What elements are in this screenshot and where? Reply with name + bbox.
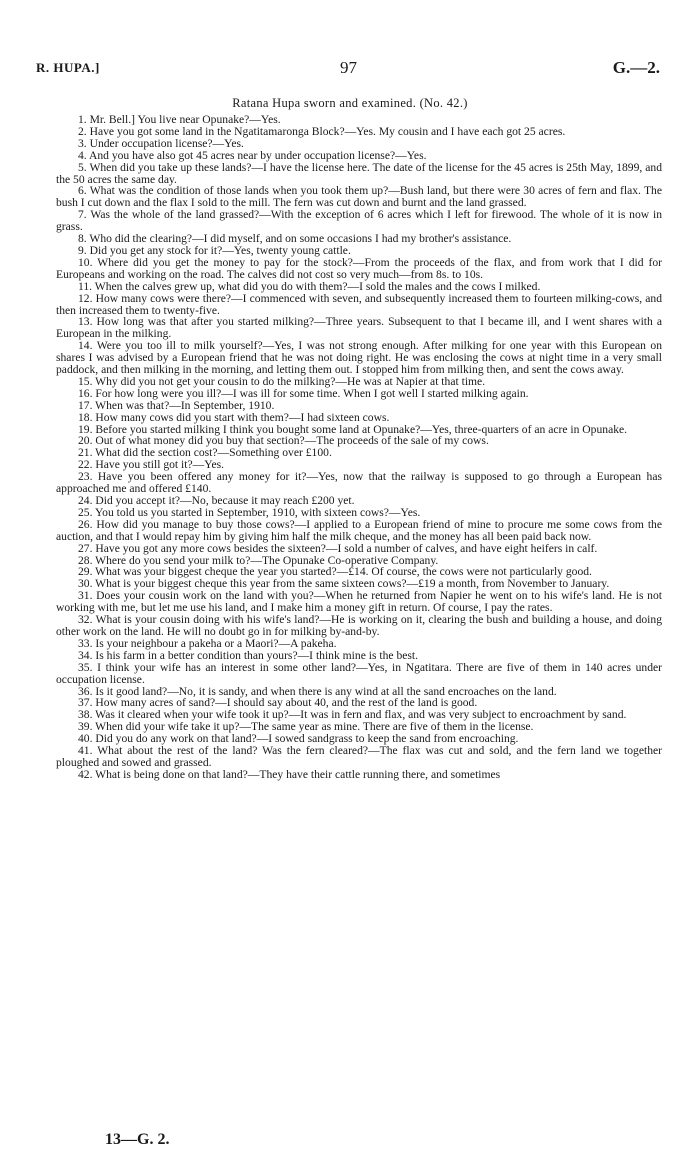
testimony-paragraph: 22. Have you still got it?—Yes. [78, 458, 224, 472]
document-code: G.—2. [612, 58, 660, 77]
testimony-paragraph: 42. What is being done on that land?—They have their cattle running there, and sometimes [78, 767, 501, 781]
testimony-paragraph: 26. How did you manage to buy those cows?—I applied to a European friend of mine to procure me some cows from the auction, and that I would repay him by giving him half the milk cheque, and the money has all been paid back now. [56, 517, 662, 543]
testimony-paragraph: 13. How long was that after you started milking?—Three years. Subsequent to that I became ill, and I went shares with a European in the milking. [56, 315, 662, 341]
testimony-paragraph: 24. Did you accept it?—No, because it may reach £200 yet. [78, 494, 355, 507]
testimony-paragraph: 14. Were you too ill to milk yourself?—Yes, I was not strong enough. After milking for one year with this European on shares I was advised by a European friend that he was not doing right. He was enclosing the cows at night time in a very small paddock, and then milking in the morning, and letting them out. I stopped him from milking then, and sent the cows away. [56, 339, 662, 377]
testimony-body [56, 114, 662, 781]
signature-mark: 13—G. 2. [105, 1131, 170, 1148]
testimony-paragraph: 32. What is your cousin doing with his wife's land?—He is working on it, clearing the bush and building a house, and doing other work on the land. He will no doubt go in for milking by-and-by. [56, 613, 662, 638]
testimony-paragraph: 31. Does your cousin work on the land with you?—When he returned from Napier he went on to his wife's land. He is not working with me, but let me use his land, and I make him a money gift in return. Of course, I pay the rates. [56, 589, 662, 615]
testimony-paragraph: 40. Did you do any work on that land?—I sowed sandgrass to keep the sand from encroaching. [78, 732, 519, 746]
testimony-paragraph: 29. What was your biggest cheque the year you started?—£14. Of course, the cows were not particularly good. [78, 565, 592, 579]
testimony-paragraph: 4. And you have also got 45 acres near by under occupation license?—Yes. [78, 148, 427, 162]
testimony-paragraph: 3. Under occupation license?—Yes. [78, 136, 244, 150]
testimony-paragraph: 18. How many cows did you start with them?—I had sixteen cows. [78, 410, 390, 424]
testimony-paragraph: 36. Is it good land?—No, it is sandy, and when there is any wind at all the sand encroaches on the land. [78, 684, 557, 698]
testimony-paragraph: 41. What about the rest of the land? Was the fern cleared?—The flax was cut and sold, and the fern land we together ploughed and sowed and grassed. [56, 744, 662, 769]
testimony-paragraph: 23. Have you been offered any money for it?—Yes, now that the railway is supposed to go through a European has approached me and offered £140. [56, 470, 662, 496]
testimony-paragraph: 30. What is your biggest cheque this year from the same sixteen cows?—£19 a month, from November to January. [78, 577, 610, 591]
testimony-paragraph: 16. For how long were you ill?—I was ill for some time. When I got well I started milking again. [78, 386, 529, 400]
testimony-paragraph: 20. Out of what money did you buy that section?—The proceeds of the sale of my cows. [78, 434, 489, 448]
testimony-paragraph: 9. Did you get any stock for it?—Yes, twenty young cattle. [78, 243, 351, 257]
testimony-paragraph: 28. Where do you send your milk to?—The Opunake Co-operative Company. [78, 553, 439, 567]
testimony-paragraph: 33. Is your neighbour a pakeha or a Maori?—A pakeha. [78, 636, 337, 650]
testimony-paragraph: 35. I think your wife has an interest in some other land?—Yes, in Ngatitara. There are five of them in 140 acres under occupation license. [56, 660, 662, 686]
testimony-paragraph: 21. What did the section cost?—Something over £100. [78, 446, 332, 460]
testimony-paragraph: 27. Have you got any more cows besides the sixteen?—I sold a number of calves, and have eight heifers in calf. [78, 541, 598, 555]
testimony-paragraph: 10. Where did you get the money to pay for the stock?—From the proceeds of the flax, and from work that I did for Europeans and working on the road. The calves did not cost so very much—from 8s. to 10s. [56, 255, 662, 281]
testimony-paragraph: 38. Was it cleared when your wife took it up?—It was in fern and flax, and was very subject to encroachment by sand. [78, 708, 627, 722]
testimony-paragraph: 19. Before you started milking I think you bought some land at Opunake?—Yes, three-quarters of an acre in Opunake. [78, 422, 628, 436]
testimony-paragraph: 11. When the calves grew up, what did you do with them?—I sold the males and the cows I milked. [78, 279, 541, 293]
testimony-paragraph: 8. Who did the clearing?—I did myself, and on some occasions I had my brother's assistance. [78, 232, 512, 246]
testimony-paragraph: 17. When was that?—In September, 1910. [78, 398, 275, 412]
testimony-paragraph: 2. Have you got some land in the Ngatitamaronga Block?—Yes. My cousin and I have each got 25 acres. [78, 124, 566, 138]
testimony-paragraph: 25. You told us you started in September, 1910, with sixteen cows?—Yes. [78, 505, 421, 519]
testimony-paragraph: 5. When did you take up these lands?—I have the license here. The date of the license for the 45 acres is 25th May, 1899, and the 50 acres the same day. [56, 160, 662, 186]
examination-title: Ratana Hupa sworn and examined. (No. 42.) [232, 96, 468, 110]
testimony-paragraph: 7. Was the whole of the land grassed?—With the exception of 6 acres which I left for firewood. The whole of it is now in grass. [56, 208, 662, 234]
testimony-paragraph: 37. How many acres of sand?—I should say about 40, and the rest of the land is good. [78, 696, 478, 710]
testimony-paragraph: 15. Why did you not get your cousin to do the milking?—He was at Napier at that time. [78, 374, 486, 388]
testimony-paragraph: 39. When did your wife take it up?—The same year as mine. There are five of them in the license. [78, 720, 534, 734]
page-number: 97 [340, 58, 357, 77]
testimony-paragraph: 1. Mr. Bell.] You live near Opunake?—Yes. [78, 113, 281, 126]
testimony-paragraph: 6. What was the condition of those lands when you took them up?—Bush land, but there were 30 acres of fern and flax. The bush I cut down and the flax I sold to the mill. The fern was cut down and burnt and the land grassed. [56, 184, 662, 210]
testimony-paragraph: 12. How many cows were there?—I commenced with seven, and subsequently increased them to fourteen milking-cows, and then increased them to twenty-five. [56, 291, 662, 317]
testimony-paragraph: 34. Is his farm in a better condition than yours?—I think mine is the best. [78, 648, 419, 662]
running-header [36, 60, 660, 80]
header-section-label: R. HUPA.] [36, 60, 100, 75]
